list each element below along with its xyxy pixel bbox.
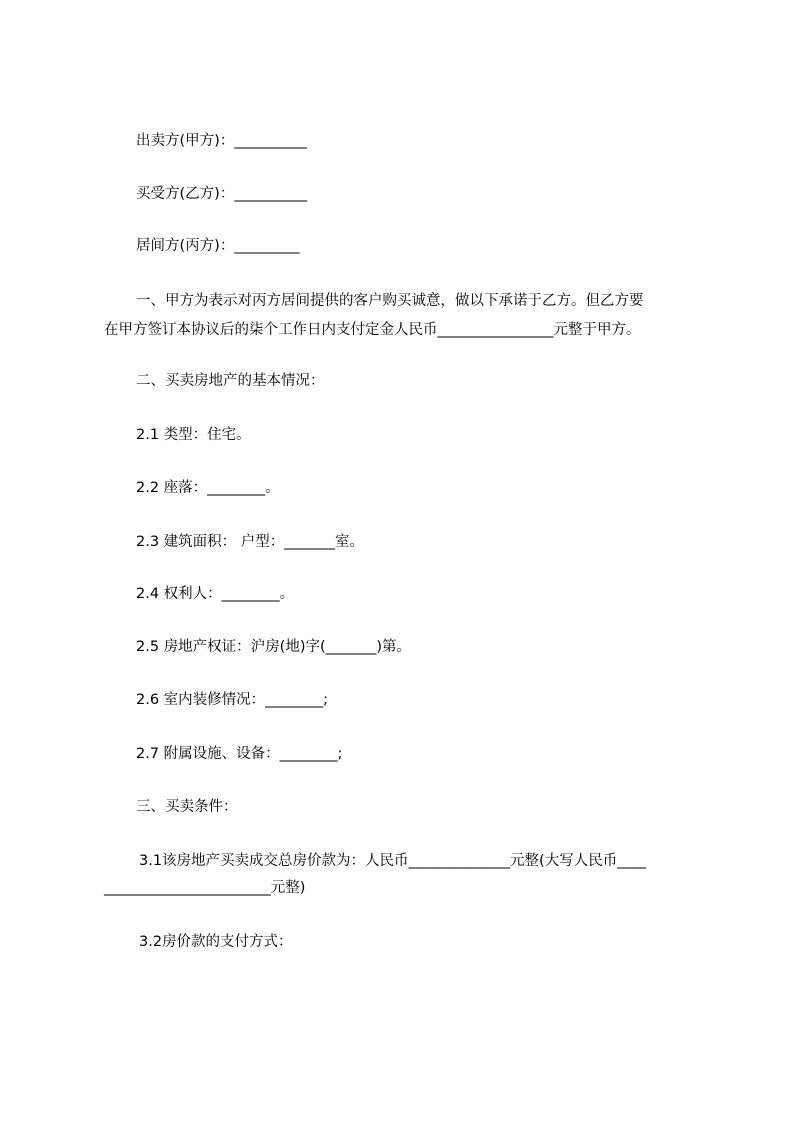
item-3-2: 3.2房价款的支付方式： [139, 934, 293, 950]
item-2-4: 2.4 权利人：________。 [136, 586, 295, 602]
item-2-5: 2.5 房地产权证：沪房(地)字(_______)第。 [136, 639, 412, 655]
clause-1-line-1: 一、甲方为表示对丙方居间提供的客户购买诚意，做以下承诺于乙方。但乙方要 [136, 293, 644, 309]
clause-1-line-2: 在甲方签订本协议后的柒个工作日内支付定金人民币________________元整于甲方。 [104, 322, 641, 338]
item-2-7: 2.7 附属设施、设备：________; [136, 746, 343, 762]
item-3-1-line-2: _______________________元整) [104, 880, 306, 896]
item-2-1: 2.1 类型：住宅。 [136, 427, 251, 443]
item-2-2: 2.2 座落：________。 [136, 480, 280, 496]
broker-party-line: 居间方(丙方)：_________ [136, 238, 300, 254]
section-2-heading: 二、买卖房地产的基本情况： [136, 373, 325, 389]
seller-party-line: 出卖方(甲方)：__________ [136, 133, 307, 149]
section-3-heading: 三、买卖条件： [136, 799, 238, 815]
item-2-6: 2.6 室内装修情况：________; [136, 692, 329, 708]
item-3-1-line-1: 3.1该房地产买卖成交总房价款为：人民币______________元整(大写人民币____ [139, 853, 647, 869]
item-2-3: 2.3 建筑面积： 户型：_______室。 [136, 534, 365, 550]
buyer-party-line: 买受方(乙方)：__________ [136, 186, 307, 202]
